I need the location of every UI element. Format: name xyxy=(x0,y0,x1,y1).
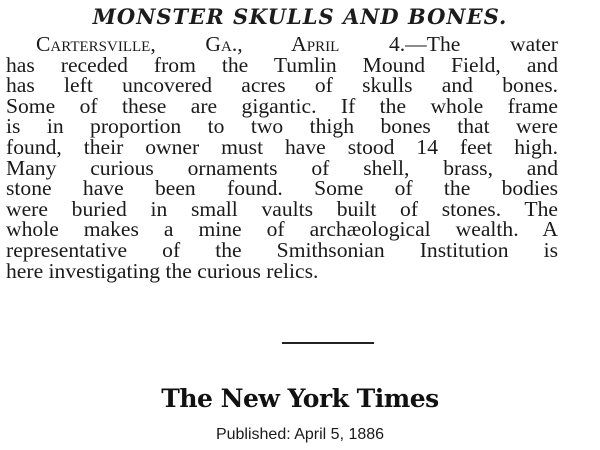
article-line-1 xyxy=(6,34,558,55)
article-dateline: Cartersville, Ga., April 4. xyxy=(36,32,406,56)
article-line-10: whole makes a mine of archæological wealth. A xyxy=(6,217,558,242)
article-line-9: were buried in small vaults built of stones. The xyxy=(6,196,558,221)
article-line-4: Some of these are gigantic. If the whole frame xyxy=(6,93,558,118)
article-headline: MONSTER SKULLS AND BONES. xyxy=(92,4,508,29)
article-line-7: Many curious ornaments of shell, brass, and xyxy=(6,155,558,180)
article-line-1-text: —The water xyxy=(405,32,558,56)
article-end-rule xyxy=(282,342,374,344)
article-line-12: here investigating the curious relics. xyxy=(6,258,319,283)
article-line-3: has left uncovered acres of skulls and bones. xyxy=(6,73,558,98)
article-line-11: representative of the Smithsonian Institution is xyxy=(6,237,558,262)
article-line-6: found, their owner must have stood 14 feet high. xyxy=(6,134,558,159)
article-body xyxy=(6,34,558,281)
newspaper-masthead: The New York Times xyxy=(161,384,439,413)
published-date: Published: April 5, 1886 xyxy=(215,426,385,443)
article-line-2: has receded from the Tumlin Mound Field, and xyxy=(6,52,558,77)
article-line-8: stone have been found. Some of the bodies xyxy=(6,176,558,201)
article-line-5: is in proportion to two thigh bones that were xyxy=(6,114,558,139)
